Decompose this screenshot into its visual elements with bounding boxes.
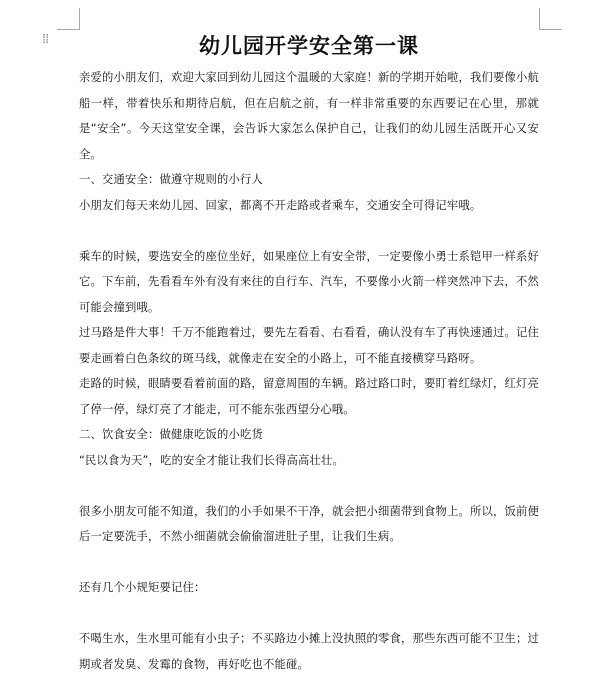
document-body[interactable] <box>79 30 539 677</box>
crop-mark-top-left-v <box>79 8 80 30</box>
paragraph-handwash: 很多小朋友可能不知道，我们的小手如果不干净，就会把小细菌带到食物上。所以，饭前便后一定要洗手，不然小细菌就会偷偷溜进肚子里，让我们生病。 <box>79 504 539 543</box>
crop-mark-top-right-h <box>540 29 562 30</box>
blank-line <box>79 550 539 576</box>
paragraph-crossing: 过马路是件大事！千万不能跑着过，要先左看看、右看看，确认没有车了再快速通过。记住要走画着白色条纹的斑马线，就像走在安全的小路上，可不能直接横穿马路呀。 <box>79 326 539 365</box>
document-title: 幼儿园开学安全第一课 <box>199 33 419 58</box>
paragraph-food-rules: 不喝生水，生水里可能有小虫子；不买路边小摊上没执照的零食，那些东西可能不卫生；过期或者发臭、发霉的食物，再好吃也不能碰。 <box>79 632 539 671</box>
paragraph-rules-intro: 还有几个小规矩要记住： <box>79 581 206 594</box>
blank-line <box>79 473 539 499</box>
paragraph-walking: 走路的时候，眼睛要看着前面的路，留意周围的车辆。路过路口时，要盯着红绿灯，红灯亮了停一停，绿灯亮了才能走，可不能东张西望分心哦。 <box>79 377 539 416</box>
blank-line <box>79 218 539 244</box>
section-heading-food: 二、饮食安全：做健康吃饭的小吃货 <box>79 428 263 441</box>
crop-mark-top-left-h <box>57 29 79 30</box>
paragraph-intro: 亲爱的小朋友们，欢迎大家回到幼儿园这个温暖的大家庭！新的学期开始啦，我们要像小航船一样，带着快乐和期待启航，但在启航之前，有一样非常重要的东西要记在心里，那就是“安全”。今天这堂安全课，会告诉大家怎么保护自己，让我们的幼儿园生活既开心又安全。 <box>79 71 539 161</box>
crop-mark-top-right-v <box>539 8 540 30</box>
drag-handle-icon[interactable]: ⁞⁞ <box>42 32 49 47</box>
section-heading-traffic: 一、交通安全：做遵守规则的小行人 <box>79 173 263 186</box>
paragraph-traffic-intro: 小朋友们每天来幼儿园、回家，都离不开走路或者乘车，交通安全可得记牢哦。 <box>79 198 482 212</box>
paragraph-riding: 乘车的时候，要选安全的座位坐好，如果座位上有安全带，一定要像小勇士系铠甲一样系好它。下车前，先看看车外有没有来往的自行车、汽车，不要像小火箭一样突然冲下去，不然可能会撞到哦。 <box>79 249 539 314</box>
blank-line <box>79 601 539 627</box>
paragraph-food-intro: “民以食为天”，吃的安全才能让我们长得高高壮壮。 <box>79 453 345 467</box>
